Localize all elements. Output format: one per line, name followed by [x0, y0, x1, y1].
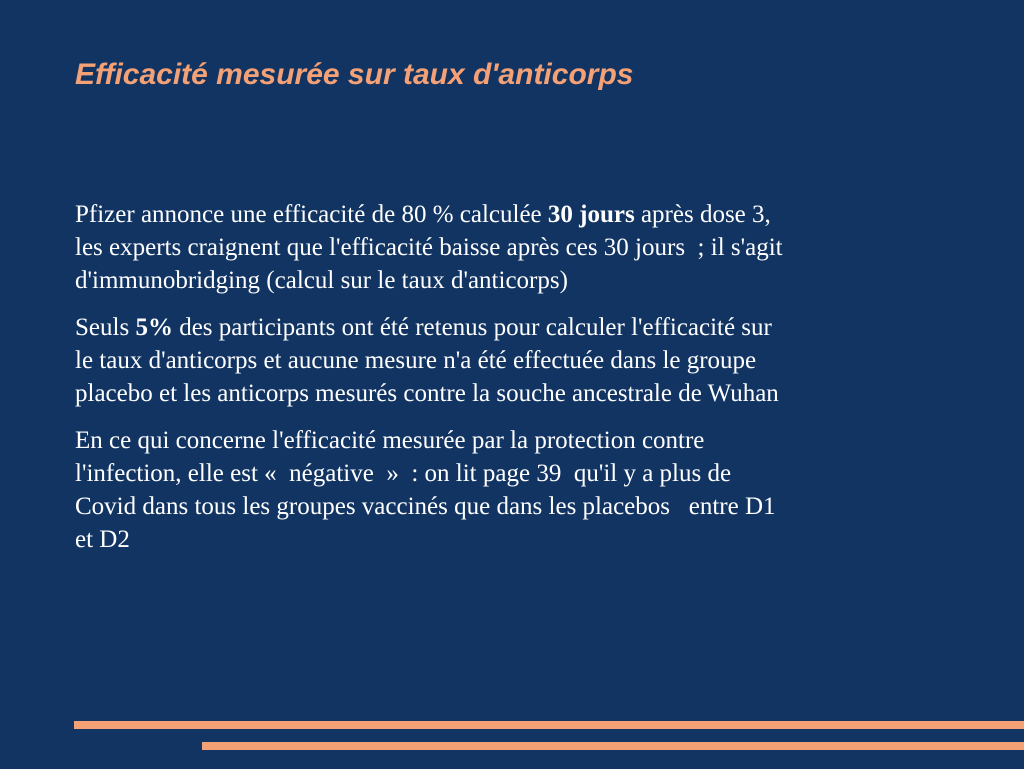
decorative-bar-bottom [202, 742, 1024, 750]
paragraph-pfizer-efficacy [75, 198, 975, 297]
paragraph-infection-protection [75, 424, 975, 556]
text-line: En ce qui concerne l'efficacité mesurée par la protection contre [75, 427, 705, 454]
text-line: le taux d'anticorps et aucune mesure n'a été effectuée dans le groupe [75, 347, 757, 374]
decorative-bar-top [74, 721, 1024, 729]
emphasis-5-percent: 5% [135, 314, 173, 341]
text-line: l'infection, elle est « négative » : on lit page 39 qu'il y a plus de [75, 460, 732, 487]
paragraph-participants [75, 311, 975, 410]
text-run: Pfizer annonce une efficacité de 80 % calculée [75, 201, 548, 228]
text-line: Covid dans tous les groupes vaccinés que dans les placebos entre D1 [75, 493, 776, 520]
text-run: après dose 3, [634, 201, 771, 228]
slide-title: Efficacité mesurée sur taux d'anticorps [75, 58, 634, 91]
text-line [75, 198, 975, 231]
text-line: d'immunobridging (calcul sur le taux d'anticorps) [75, 267, 568, 294]
text-run: Seuls [75, 314, 136, 341]
text-line: et D2 [75, 526, 130, 553]
text-line: les experts craignent que l'efficacité baisse après ces 30 jours ; il s'agit [75, 234, 783, 261]
text-line [75, 311, 975, 344]
emphasis-30-jours: 30 jours [547, 201, 635, 228]
text-line: placebo et les anticorps mesurés contre la souche ancestrale de Wuhan [75, 380, 779, 407]
slide-body [75, 198, 975, 570]
text-run: des participants ont été retenus pour calculer l'efficacité sur [172, 314, 772, 341]
